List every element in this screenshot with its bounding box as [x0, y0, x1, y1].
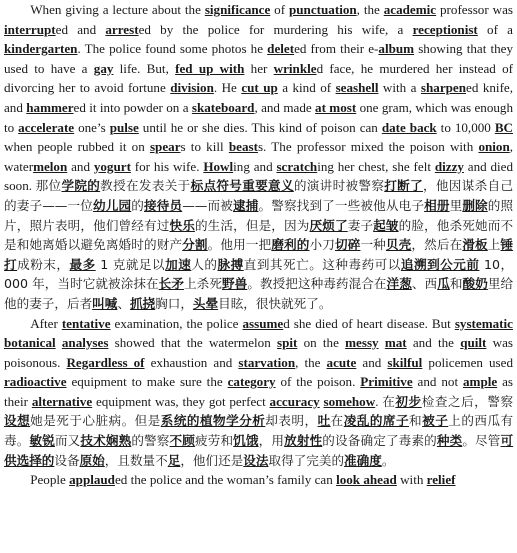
text-run: 的演讲时被警察	[293, 178, 385, 194]
text-run: 的照片，照片表明，他们曾经有过	[4, 197, 514, 233]
text-run: 上的西瓜有毒。	[4, 413, 514, 449]
vocab-term: 长矛	[158, 276, 184, 292]
text-run: 在	[382, 393, 396, 409]
text-run: d face, he murdered her instead of divorcing her to avoid fortune	[4, 60, 513, 96]
text-run: and died soon.	[4, 158, 514, 194]
vocab-term: 饥饿	[233, 433, 259, 449]
text-run: 、西	[411, 276, 438, 292]
vocab-term: 初步	[395, 393, 422, 409]
vocab-term: category	[227, 374, 276, 390]
vocab-term: 起皱	[373, 217, 399, 233]
vocab-term: Howl	[203, 158, 234, 174]
vocab-term: 系统的植物学分析	[160, 413, 266, 429]
vocab-term: seashell	[335, 80, 379, 96]
text-run: People	[30, 472, 70, 488]
vocab-term: ample	[463, 374, 498, 390]
vocab-term: sharpen	[420, 80, 467, 96]
vocab-term: spit	[276, 335, 298, 351]
text-run: 在	[330, 413, 344, 429]
vocab-term: 贝壳	[385, 237, 412, 253]
vocab-term: 滑板	[462, 237, 488, 253]
vocab-term: systematic	[454, 315, 513, 331]
vocab-term: punctuation	[288, 2, 357, 17]
text-run: one gram, which was enough to	[4, 99, 514, 135]
vocab-term: academic	[383, 2, 437, 17]
vocab-term: 敏锐	[29, 433, 55, 449]
text-run: showing that they used to have a	[4, 41, 513, 76]
vocab-term: 酸奶	[462, 276, 488, 292]
text-run: 和	[409, 413, 423, 429]
text-run: with	[396, 472, 427, 488]
text-run: ，用	[258, 433, 285, 449]
vocab-term: wrinkle	[273, 60, 317, 76]
text-run: 10，000 年，当时它就被涂抹在	[4, 256, 514, 292]
vocab-term: 抓挠	[129, 295, 156, 311]
text-run: ed from their e-	[294, 41, 379, 57]
text-run: 的脸，他杀死她而不是和她离婚以避免离婚时的财产	[4, 217, 514, 253]
text-run: and	[67, 158, 94, 174]
vocab-term: onion	[478, 139, 510, 155]
vocab-term: 设想	[4, 413, 31, 429]
vocab-term: interrupt	[4, 21, 56, 37]
vocab-term: 切碎	[334, 237, 361, 253]
text-run: s. The professor mixed the poison with	[257, 139, 479, 155]
vocab-term: 学院的	[61, 178, 101, 194]
text-run: policemen used	[422, 354, 513, 370]
vocab-term: 技术娴熟	[80, 433, 132, 449]
text-run: professor was	[436, 2, 513, 17]
vocab-term: beast	[228, 139, 258, 155]
text-run: 的警察	[131, 433, 170, 449]
vocab-term: 头晕	[192, 295, 219, 311]
vocab-term: 加速	[165, 256, 192, 272]
vocab-term: significance	[204, 2, 271, 17]
text-run: 检查之后，警察	[421, 393, 514, 409]
vocab-term: 种类	[436, 433, 463, 449]
vocab-term: 锤打	[4, 237, 514, 272]
text-run: was poisonous.	[4, 335, 513, 370]
text-run: 上杀死	[184, 276, 222, 292]
vocab-term: scratch	[276, 158, 318, 174]
text-run: 疲劳和	[194, 433, 234, 449]
vocab-term: fed up with	[175, 60, 245, 76]
text-run: 的设备确定了毒素的	[322, 433, 437, 449]
text-run: 的	[131, 197, 144, 213]
text-run: , and made	[254, 99, 316, 115]
text-run: 的生活，但是，因为	[194, 217, 310, 233]
text-run: her	[244, 60, 274, 76]
text-run: 。	[381, 452, 395, 468]
text-run: 成粉末，	[17, 256, 70, 272]
text-run: ing her chest, she felt	[317, 158, 435, 174]
vocab-term: 叫喊	[92, 295, 118, 311]
vocab-term: 打断了	[384, 178, 423, 194]
vocab-term: 被子	[422, 413, 449, 429]
text-run: and	[356, 354, 388, 370]
text-run: equipment was, they got perfect	[92, 393, 270, 409]
vocab-term: skilful	[387, 354, 423, 370]
text-run: 那位	[35, 178, 62, 194]
vocab-term: hammer	[26, 99, 74, 115]
vocab-term: 磨利的	[271, 237, 310, 253]
vocab-term: 逮捕	[233, 197, 259, 213]
vocab-term: 不顾	[169, 433, 195, 449]
text-run: life. But,	[113, 60, 176, 76]
vocab-term: 设法	[243, 452, 269, 468]
text-run: .	[375, 393, 383, 409]
text-run: with a	[378, 80, 421, 96]
vocab-term: 洋葱	[386, 276, 412, 292]
text-run: 她是死于心脏病。但是	[30, 413, 161, 429]
vocab-term: 幼儿园	[93, 197, 132, 213]
text-run: 教授在发表关于	[100, 178, 191, 194]
vocab-term: 厌烦了	[309, 217, 348, 233]
vocab-term: at most	[315, 99, 357, 115]
vocab-term: look ahead	[336, 472, 397, 488]
text-run: showed that the watermelon	[108, 335, 277, 351]
vocab-term: Regardless of	[66, 354, 145, 370]
vocab-term: 原始	[79, 452, 105, 468]
vocab-term: division	[170, 80, 214, 96]
text-run: 胸口，	[155, 295, 193, 311]
text-run: After	[30, 315, 62, 331]
vocab-term: arrest	[105, 21, 139, 37]
text-run: one’s	[74, 119, 110, 135]
text-run: 。尽管	[462, 433, 501, 449]
vocab-term: Primitive	[360, 374, 413, 390]
text-run: , water	[4, 139, 514, 174]
text-run: When giving a lecture about the	[30, 2, 205, 17]
text-run: 。他用一把	[207, 237, 272, 253]
text-run: 、	[117, 295, 130, 311]
vocab-term: 删除	[462, 197, 488, 213]
text-run: ing and	[233, 158, 277, 174]
text-run: on the	[297, 335, 346, 351]
text-run: 上	[487, 237, 501, 253]
vocab-term: relief	[426, 472, 456, 488]
vocab-term: 准确度	[344, 452, 382, 468]
vocab-term: accuracy	[269, 393, 320, 409]
text-run: 和	[449, 276, 463, 292]
text-run: and not	[412, 374, 463, 390]
vocab-term: tentative	[61, 315, 111, 331]
text-run: and the	[406, 335, 461, 351]
text-run: for his wife.	[130, 158, 204, 174]
text-run: 里给他的妻子，后者	[4, 276, 514, 311]
text-run: ，他因谋杀自己的妻子——一位	[4, 178, 514, 213]
vocab-term: kindergarten	[4, 41, 78, 57]
text-run: , the	[295, 354, 327, 370]
text-run: 妻子	[347, 217, 374, 233]
vocab-term: 瓜	[437, 276, 450, 292]
vocab-term: applaud	[69, 472, 115, 488]
vocab-term: 追溯到公元前	[400, 256, 480, 272]
text-run: exhaustion and	[144, 354, 239, 370]
vocab-term: cut up	[241, 80, 278, 96]
text-run: 小刀	[309, 237, 335, 253]
text-run: ed the police and the woman’s family can	[114, 472, 337, 488]
vocab-term: analyses	[61, 335, 109, 351]
text-run: s to kill	[180, 139, 229, 155]
vocab-term: dizzy	[434, 158, 464, 174]
text-run: equipment to make sure the	[66, 374, 228, 390]
vocab-term: 凌乱的席子	[343, 413, 410, 429]
text-run: 。警察找到了一些被他从电子	[258, 197, 425, 213]
text-run: ed knife, and	[4, 80, 514, 115]
text-run: ，且数量不	[104, 452, 168, 468]
text-run: ——而被	[182, 197, 234, 213]
text-run: 里	[449, 197, 463, 213]
paragraph-2	[4, 314, 513, 471]
text-run: of	[270, 2, 289, 17]
text-run: until he or she dies. This kind of poison can	[138, 119, 382, 135]
vocab-term: yogurt	[93, 158, 131, 174]
text-run: d she died of heart disease. But	[283, 315, 455, 331]
vocab-term: 足	[167, 452, 181, 468]
text-run: of the poison.	[275, 374, 361, 390]
vocab-term: somehow	[323, 393, 376, 409]
paragraph-1	[4, 0, 513, 314]
text-run: 而又	[54, 433, 81, 449]
vocab-term: 分割	[182, 237, 208, 253]
vocab-term: album	[378, 41, 415, 57]
text-run: as their	[4, 374, 513, 409]
text-run: 却表明，	[265, 413, 318, 429]
vocab-term: 相册	[424, 197, 450, 213]
vocab-term: 标点符号重要意义	[190, 178, 294, 194]
text-run: 目眩，很快就死了。	[218, 295, 332, 311]
vocab-term: 可供选择的	[4, 433, 514, 468]
text-run: 设备	[54, 452, 80, 468]
text-run: 一种	[360, 237, 386, 253]
text-run: 取得了完美的	[268, 452, 345, 468]
paragraph-3	[4, 470, 513, 490]
text-run: 1 克就足以	[95, 256, 166, 272]
vocab-term: acute	[326, 354, 357, 370]
text-run: when people rubbed it on	[4, 139, 150, 155]
vocab-term: gay	[93, 60, 114, 76]
text-run: ed and	[55, 21, 106, 37]
text-run: of a	[477, 21, 513, 37]
vocab-term: assume	[242, 315, 284, 331]
vocab-term: starvation	[238, 354, 296, 370]
vocab-term: receptionist	[412, 21, 478, 37]
vocab-term: radioactive	[4, 374, 67, 390]
vocab-term: spear	[149, 139, 181, 155]
text-run: ，然后在	[411, 237, 463, 253]
vocab-term: 放射性	[284, 433, 323, 449]
vocab-term: messy	[345, 335, 379, 351]
text-run: 直到其死亡。这种毒药可以	[243, 256, 401, 272]
text-run: examination, the police	[110, 315, 243, 331]
text-run: a kind of	[277, 80, 336, 96]
vocab-term: skateboard	[191, 99, 255, 115]
text-run: ed it into powder on a	[73, 99, 192, 115]
vocab-term: accelerate	[18, 119, 75, 135]
text-run: 。教授把这种毒药混合在	[247, 276, 387, 292]
text-run: to 10,000	[436, 119, 495, 135]
vocab-term: 接待员	[143, 197, 183, 213]
vocab-term: date back	[381, 119, 437, 135]
vocab-term: 吐	[317, 413, 331, 429]
text-run: 人的	[191, 256, 218, 272]
text-run: , the	[356, 2, 384, 17]
vocab-term: 最多	[69, 256, 96, 272]
vocab-term: mat	[384, 335, 407, 351]
vocab-term: quilt	[460, 335, 487, 351]
vocab-term: alternative	[31, 393, 93, 409]
vocab-term: 脉搏	[217, 256, 244, 272]
vocab-term: BC	[494, 119, 514, 135]
text-run: . The police found some photos he	[77, 41, 268, 57]
text-run: ，他们还是	[180, 452, 244, 468]
text-run: . He	[213, 80, 242, 96]
vocab-term: pulse	[109, 119, 139, 135]
vocab-term: 快乐	[169, 217, 195, 233]
vocab-term: botanical	[4, 335, 56, 351]
vocab-term: melon	[33, 158, 68, 174]
vocab-term: delet	[267, 41, 295, 57]
vocab-term: 野兽	[221, 276, 248, 292]
text-run: ed by the police for murdering his wife, a	[138, 21, 413, 37]
